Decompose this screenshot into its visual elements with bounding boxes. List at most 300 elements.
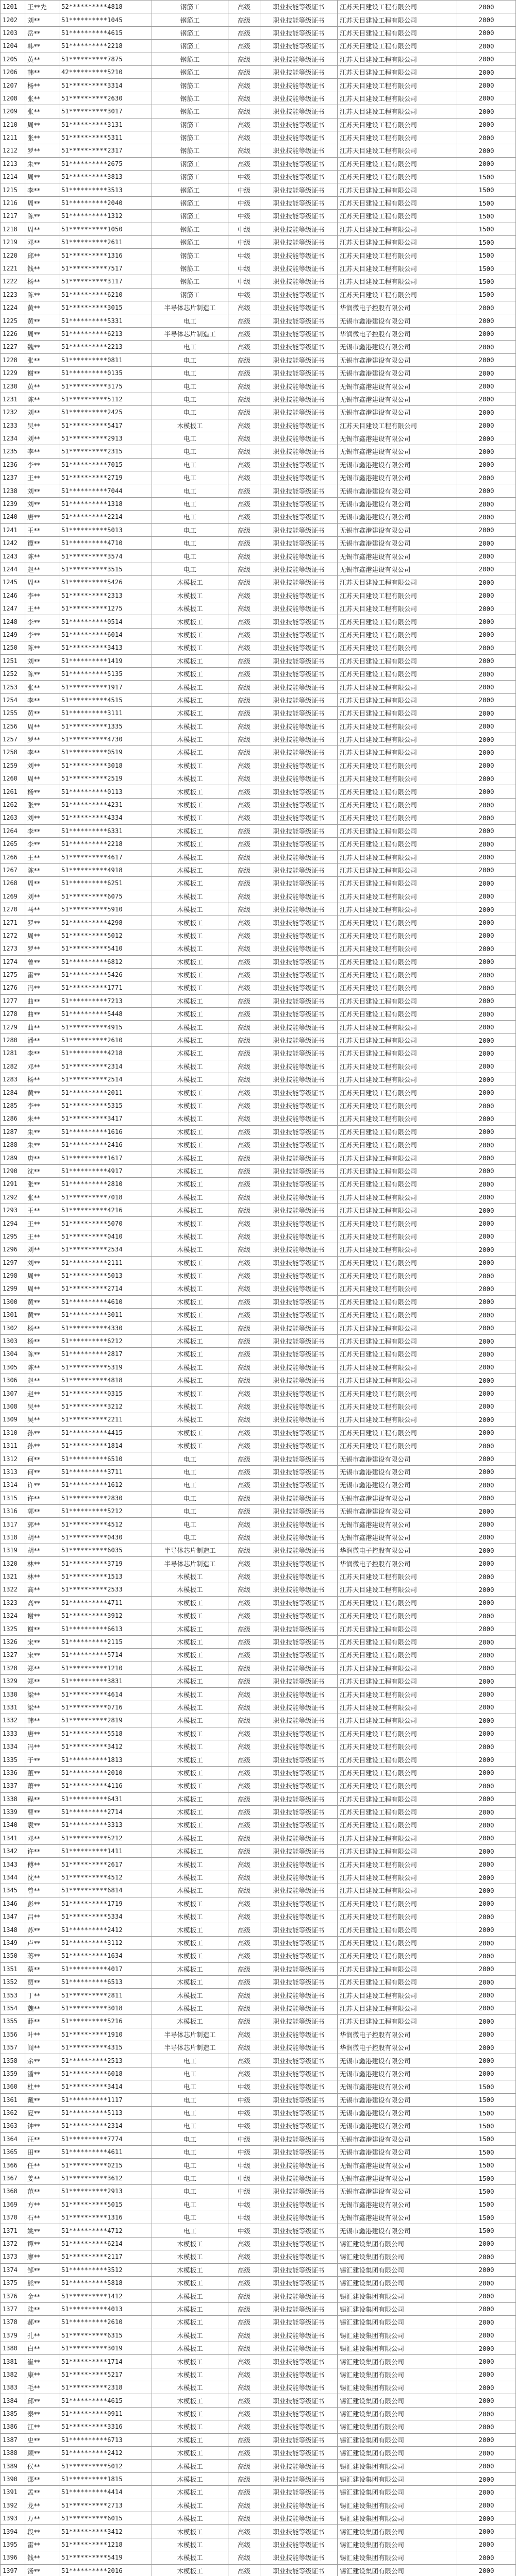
job-type-cell: 钢筋工 [152, 144, 228, 157]
name-cell: 马** [25, 903, 59, 916]
table-row [1, 1570, 516, 1583]
company-cell: 江苏天目建设工程有限公司 [338, 798, 457, 811]
certificate-type-cell: 职业技能等级证书 [260, 1649, 338, 1662]
certificate-type-cell: 职业技能等级证书 [260, 2512, 338, 2525]
serial-number-cell: 1383 [1, 2381, 25, 2394]
company-cell: 锡汇建设集团有限公司 [338, 2551, 457, 2564]
certificate-type-cell: 职业技能等级证书 [260, 471, 338, 484]
table-row [1, 1021, 516, 1033]
name-cell: 黄** [25, 707, 59, 720]
job-type-cell: 电工 [152, 523, 228, 536]
id-number-cell: 51**********5910 [59, 903, 152, 916]
company-cell: 华润微电子控股有限公司 [338, 1557, 457, 1570]
level-cell: 中级 [228, 2159, 260, 2172]
certificate-type-cell: 职业技能等级证书 [260, 2120, 338, 2132]
amount-cell: 2000 [457, 903, 516, 916]
certificate-type-cell: 职业技能等级证书 [260, 1295, 338, 1308]
amount-cell: 2000 [457, 1557, 516, 1570]
company-cell: 江苏天目建设工程有限公司 [338, 183, 457, 196]
name-cell: 何** [25, 1452, 59, 1465]
certificate-type-cell: 职业技能等级证书 [260, 1936, 338, 1949]
amount-cell: 2000 [457, 2355, 516, 2368]
amount-cell: 2000 [457, 2302, 516, 2315]
certificate-type-cell: 职业技能等级证书 [260, 118, 338, 131]
name-cell: 张** [25, 353, 59, 366]
certificate-type-cell: 职业技能等级证书 [260, 942, 338, 955]
table-row [1, 576, 516, 589]
certificate-type-cell: 职业技能等级证书 [260, 2146, 338, 2159]
id-number-cell: 51**********0514 [59, 615, 152, 628]
id-number-cell: 51**********1813 [59, 1753, 152, 1766]
level-cell: 高级 [228, 772, 260, 785]
serial-number-cell: 1346 [1, 1897, 25, 1910]
company-cell: 无锡市鑫港建设有限公司 [338, 1479, 457, 1492]
certificate-type-cell: 职业技能等级证书 [260, 171, 338, 183]
serial-number-cell: 1353 [1, 1989, 25, 2002]
company-cell: 江苏天目建设工程有限公司 [338, 275, 457, 288]
serial-number-cell: 1349 [1, 1936, 25, 1949]
certificate-type-cell: 职业技能等级证书 [260, 2355, 338, 2368]
company-cell: 江苏天目建设工程有限公司 [338, 1230, 457, 1243]
serial-number-cell: 1365 [1, 2146, 25, 2159]
amount-cell: 2000 [457, 1753, 516, 1766]
amount-cell: 1500 [457, 2198, 516, 2211]
id-number-cell: 51**********2714 [59, 1282, 152, 1295]
amount-cell: 2000 [457, 1374, 516, 1387]
level-cell: 高级 [228, 1191, 260, 1204]
table-row [1, 1295, 516, 1308]
job-type-cell: 木模板工 [152, 1832, 228, 1844]
table-row [1, 1309, 516, 1321]
company-cell: 江苏天目建设工程有限公司 [338, 2015, 457, 2028]
amount-cell: 2000 [457, 1086, 516, 1099]
job-type-cell: 木模板工 [152, 1989, 228, 2002]
company-cell: 江苏天目建设工程有限公司 [338, 236, 457, 249]
certificate-type-cell: 职业技能等级证书 [260, 851, 338, 863]
certificate-type-cell: 职业技能等级证书 [260, 183, 338, 196]
amount-cell: 2000 [457, 105, 516, 118]
level-cell: 高级 [228, 1217, 260, 1230]
certificate-type-cell: 职业技能等级证书 [260, 1832, 338, 1844]
id-number-cell: 51**********5135 [59, 667, 152, 680]
amount-cell: 2000 [457, 1204, 516, 1216]
serial-number-cell: 1263 [1, 811, 25, 824]
certificate-type-cell: 职业技能等级证书 [260, 53, 338, 65]
name-cell: 唐** [25, 1727, 59, 1740]
id-number-cell: 51**********1617 [59, 1151, 152, 1164]
table-row [1, 1164, 516, 1177]
company-cell: 江苏天目建设工程有限公司 [338, 1138, 457, 1151]
job-type-cell: 电工 [152, 2054, 228, 2067]
id-number-cell: 51**********5212 [59, 1832, 152, 1844]
company-cell: 江苏天目建设工程有限公司 [338, 1021, 457, 1033]
company-cell: 无锡市鑫港建设有限公司 [338, 2120, 457, 2132]
company-cell: 锡汇建设集团有限公司 [338, 2290, 457, 2302]
job-type-cell: 木模板工 [152, 838, 228, 851]
certificate-type-cell: 职业技能等级证书 [260, 1348, 338, 1361]
certificate-type-cell: 职业技能等级证书 [260, 511, 338, 523]
id-number-cell: 51**********4614 [59, 1688, 152, 1701]
name-cell: 赵** [25, 563, 59, 575]
level-cell: 高级 [228, 2381, 260, 2394]
name-cell: 邵** [25, 2472, 59, 2485]
id-number-cell: 51**********6713 [59, 2433, 152, 2446]
table-row [1, 537, 516, 550]
amount-cell: 2000 [457, 1832, 516, 1844]
name-cell: 梁** [25, 1701, 59, 1714]
level-cell: 高级 [228, 2263, 260, 2276]
serial-number-cell: 1358 [1, 2054, 25, 2067]
certificate-type-cell: 职业技能等级证书 [260, 2499, 338, 2512]
level-cell: 高级 [228, 929, 260, 942]
serial-number-cell: 1311 [1, 1439, 25, 1452]
company-cell: 江苏天目建设工程有限公司 [338, 288, 457, 301]
table-row [1, 1151, 516, 1164]
amount-cell: 2000 [457, 641, 516, 654]
id-number-cell: 51**********2519 [59, 772, 152, 785]
serial-number-cell: 1313 [1, 1465, 25, 1478]
name-cell: 陈** [25, 1348, 59, 1361]
name-cell: 王** [25, 1204, 59, 1216]
name-cell: 赵** [25, 1374, 59, 1387]
id-number-cell: 51**********5012 [59, 929, 152, 942]
table-row [1, 628, 516, 641]
serial-number-cell: 1331 [1, 1701, 25, 1714]
name-cell: 刘** [25, 1256, 59, 1269]
company-cell: 江苏天目建设工程有限公司 [338, 1243, 457, 1256]
table-row [1, 890, 516, 903]
serial-number-cell: 1214 [1, 171, 25, 183]
serial-number-cell: 1287 [1, 1125, 25, 1138]
job-type-cell: 电工 [152, 2080, 228, 2093]
id-number-cell: 51**********0911 [59, 2407, 152, 2420]
level-cell: 高级 [228, 2028, 260, 2041]
amount-cell: 2000 [457, 131, 516, 144]
id-number-cell: 51**********1117 [59, 2093, 152, 2106]
company-cell: 江苏天目建设工程有限公司 [338, 1060, 457, 1073]
certificate-type-cell: 职业技能等级证书 [260, 1780, 338, 1792]
id-number-cell: 51**********0113 [59, 785, 152, 798]
amount-cell: 2000 [457, 576, 516, 589]
amount-cell: 2000 [457, 1164, 516, 1177]
table-row [1, 65, 516, 78]
certificate-type-cell: 职业技能等级证书 [260, 2447, 338, 2460]
amount-cell: 2000 [457, 1792, 516, 1805]
level-cell: 高级 [228, 2302, 260, 2315]
amount-cell: 2000 [457, 1138, 516, 1151]
certificate-type-cell: 职业技能等级证书 [260, 1033, 338, 1046]
company-cell: 江苏天目建设工程有限公司 [338, 772, 457, 785]
table-row [1, 1361, 516, 1374]
id-number-cell: 51**********5216 [59, 2015, 152, 2028]
name-cell: 李** [25, 1099, 59, 1112]
table-row [1, 863, 516, 876]
company-cell: 江苏天目建设工程有限公司 [338, 1387, 457, 1400]
company-cell: 江苏天目建设工程有限公司 [338, 746, 457, 759]
id-number-cell: 51**********5217 [59, 2368, 152, 2381]
name-cell: 周** [25, 772, 59, 785]
name-cell: 刘** [25, 406, 59, 419]
serial-number-cell: 1246 [1, 589, 25, 602]
table-row [1, 2054, 516, 2067]
serial-number-cell: 1395 [1, 2538, 25, 2551]
certificate-type-cell: 职业技能等级证书 [260, 419, 338, 432]
serial-number-cell: 1289 [1, 1151, 25, 1164]
serial-number-cell: 1275 [1, 968, 25, 981]
serial-number-cell: 1351 [1, 1962, 25, 1975]
amount-cell: 2000 [457, 432, 516, 445]
serial-number-cell: 1350 [1, 1950, 25, 1962]
job-type-cell: 木模板工 [152, 1975, 228, 1988]
job-type-cell: 木模板工 [152, 1701, 228, 1714]
table-row [1, 798, 516, 811]
serial-number-cell: 1205 [1, 53, 25, 65]
certificate-type-cell: 职业技能等级证书 [260, 1400, 338, 1413]
table-row [1, 1753, 516, 1766]
level-cell: 高级 [228, 968, 260, 981]
job-type-cell: 木模板工 [152, 916, 228, 929]
id-number-cell: 51**********1335 [59, 720, 152, 733]
amount-cell: 2000 [457, 1151, 516, 1164]
level-cell: 高级 [228, 393, 260, 405]
id-number-cell: 51**********5426 [59, 576, 152, 589]
job-type-cell: 木模板工 [152, 1269, 228, 1282]
table-row [1, 1805, 516, 1818]
company-cell: 江苏天目建设工程有限公司 [338, 1923, 457, 1936]
company-cell: 江苏天目建设工程有限公司 [338, 1910, 457, 1923]
job-type-cell: 木模板工 [152, 628, 228, 641]
amount-cell: 2000 [457, 301, 516, 314]
level-cell: 高级 [228, 2316, 260, 2329]
job-type-cell: 木模板工 [152, 929, 228, 942]
name-cell: 郑** [25, 1675, 59, 1688]
table-row [1, 2381, 516, 2394]
amount-cell: 1500 [457, 210, 516, 223]
table-row [1, 654, 516, 667]
id-number-cell: 51**********1814 [59, 1439, 152, 1452]
id-number-cell: 51**********5013 [59, 1269, 152, 1282]
company-cell: 无锡市鑫港建设有限公司 [338, 497, 457, 510]
table-row [1, 1217, 516, 1230]
id-number-cell: 51**********2617 [59, 1858, 152, 1871]
amount-cell: 2000 [457, 1858, 516, 1871]
amount-cell: 2000 [457, 746, 516, 759]
name-cell: 孔** [25, 2329, 59, 2342]
table-row [1, 2564, 516, 2576]
job-type-cell: 木模板工 [152, 1282, 228, 1295]
company-cell: 江苏天目建设工程有限公司 [338, 1086, 457, 1099]
serial-number-cell: 1370 [1, 2211, 25, 2224]
certificate-type-cell: 职业技能等级证书 [260, 2433, 338, 2446]
id-number-cell: 51**********4298 [59, 916, 152, 929]
company-cell: 江苏天目建设工程有限公司 [338, 196, 457, 209]
id-number-cell: 51**********4615 [59, 2394, 152, 2407]
id-number-cell: 51**********5818 [59, 2276, 152, 2289]
table-row [1, 1204, 516, 1216]
amount-cell: 2000 [457, 589, 516, 602]
serial-number-cell: 1357 [1, 2041, 25, 2054]
id-number-cell: 51**********3417 [59, 1112, 152, 1125]
id-number-cell: 51**********6214 [59, 2237, 152, 2250]
serial-number-cell: 1222 [1, 275, 25, 288]
amount-cell: 1500 [457, 236, 516, 249]
amount-cell: 2000 [457, 2237, 516, 2250]
name-cell: 杨** [25, 785, 59, 798]
serial-number-cell: 1265 [1, 838, 25, 851]
company-cell: 锡汇建设集团有限公司 [338, 2316, 457, 2329]
id-number-cell: 51**********3719 [59, 1557, 152, 1570]
amount-cell: 1500 [457, 2185, 516, 2198]
company-cell: 无锡市鑫港建设有限公司 [338, 550, 457, 563]
job-type-cell: 木模板工 [152, 589, 228, 602]
amount-cell: 2000 [457, 733, 516, 745]
amount-cell: 2000 [457, 497, 516, 510]
certificate-type-cell: 职业技能等级证书 [260, 1635, 338, 1648]
amount-cell: 2000 [457, 1740, 516, 1753]
certificate-type-cell: 职业技能等级证书 [260, 366, 338, 379]
amount-cell: 1500 [457, 196, 516, 209]
company-cell: 江苏天目建设工程有限公司 [338, 13, 457, 26]
amount-cell: 2000 [457, 2472, 516, 2485]
id-number-cell: 51**********1218 [59, 2538, 152, 2551]
id-number-cell: 51**********3515 [59, 563, 152, 575]
serial-number-cell: 1291 [1, 1178, 25, 1191]
name-cell: 王** [25, 1230, 59, 1243]
table-row [1, 2368, 516, 2381]
job-type-cell: 木模板工 [152, 1086, 228, 1099]
job-type-cell: 木模板工 [152, 1217, 228, 1230]
table-row [1, 445, 516, 458]
serial-number-cell: 1373 [1, 2250, 25, 2263]
level-cell: 高级 [228, 2551, 260, 2564]
level-cell: 高级 [228, 1635, 260, 1648]
company-cell: 锡汇建设集团有限公司 [338, 2342, 457, 2354]
certificate-type-cell: 职业技能等级证书 [260, 1387, 338, 1400]
id-number-cell: 51**********1316 [59, 2211, 152, 2224]
job-type-cell: 木模板工 [152, 654, 228, 667]
company-cell: 江苏天目建设工程有限公司 [338, 1374, 457, 1387]
table-row [1, 2302, 516, 2315]
table-row [1, 2028, 516, 2041]
job-type-cell: 木模板工 [152, 1923, 228, 1936]
job-type-cell: 电工 [152, 353, 228, 366]
serial-number-cell: 1366 [1, 2159, 25, 2172]
level-cell: 高级 [228, 1753, 260, 1766]
amount-cell: 2000 [457, 79, 516, 92]
table-row [1, 393, 516, 405]
certificate-type-cell: 职业技能等级证书 [260, 2368, 338, 2381]
id-number-cell: 51**********3314 [59, 79, 152, 92]
amount-cell: 2000 [457, 1191, 516, 1204]
name-cell: 朱** [25, 1112, 59, 1125]
serial-number-cell: 1368 [1, 2185, 25, 2198]
table-row [1, 183, 516, 196]
id-number-cell: 51**********2111 [59, 1256, 152, 1269]
serial-number-cell: 1261 [1, 785, 25, 798]
certificate-type-cell: 职业技能等级证书 [260, 916, 338, 929]
serial-number-cell: 1303 [1, 1334, 25, 1347]
table-row [1, 2120, 516, 2132]
level-cell: 高级 [228, 1858, 260, 1871]
certificate-type-cell: 职业技能等级证书 [260, 2420, 338, 2433]
table-row [1, 1191, 516, 1204]
name-cell: 胡** [25, 1531, 59, 1544]
amount-cell: 2000 [457, 26, 516, 39]
certificate-type-cell: 职业技能等级证书 [260, 380, 338, 393]
id-number-cell: 51**********0215 [59, 2159, 152, 2172]
id-number-cell: 51**********3017 [59, 105, 152, 118]
name-cell: 段** [25, 2525, 59, 2538]
amount-cell: 2000 [457, 1492, 516, 1504]
level-cell: 高级 [228, 798, 260, 811]
job-type-cell: 木模板工 [152, 1950, 228, 1962]
name-cell: 陈** [25, 550, 59, 563]
company-cell: 锡汇建设集团有限公司 [338, 2302, 457, 2315]
id-number-cell: 51**********3117 [59, 275, 152, 288]
job-type-cell: 电工 [152, 445, 228, 458]
company-cell: 无锡市鑫港建设有限公司 [338, 393, 457, 405]
name-cell: 孙** [25, 1426, 59, 1439]
table-row [1, 1884, 516, 1897]
level-cell: 高级 [228, 903, 260, 916]
company-cell: 江苏天目建设工程有限公司 [338, 1688, 457, 1701]
company-cell: 江苏天目建设工程有限公司 [338, 105, 457, 118]
table-row [1, 746, 516, 759]
id-number-cell: 51**********3018 [59, 2002, 152, 2014]
serial-number-cell: 1389 [1, 2460, 25, 2472]
level-cell: 高级 [228, 1413, 260, 1426]
certificate-type-cell: 职业技能等级证书 [260, 681, 338, 693]
company-cell: 华润微电子控股有限公司 [338, 2041, 457, 2054]
company-cell: 无锡市鑫港建设有限公司 [338, 2132, 457, 2145]
company-cell: 江苏天目建设工程有限公司 [338, 40, 457, 53]
job-type-cell: 木模板工 [152, 903, 228, 916]
level-cell: 高级 [228, 2525, 260, 2538]
certificate-type-cell: 职业技能等级证书 [260, 1950, 338, 1962]
job-type-cell: 电工 [152, 511, 228, 523]
table-row [1, 1975, 516, 1988]
id-number-cell: 51**********4915 [59, 1021, 152, 1033]
name-cell: 赵** [25, 1387, 59, 1400]
id-number-cell: 51**********3131 [59, 118, 152, 131]
company-cell: 锡汇建设集团有限公司 [338, 2394, 457, 2407]
amount-cell: 2000 [457, 458, 516, 471]
name-cell: 唐** [25, 511, 59, 523]
certificate-type-cell: 职业技能等级证书 [260, 327, 338, 340]
table-row [1, 1518, 516, 1531]
company-cell: 无锡市鑫港建设有限公司 [338, 445, 457, 458]
certificate-type-cell: 职业技能等级证书 [260, 249, 338, 262]
level-cell: 高级 [228, 314, 260, 327]
amount-cell: 2000 [457, 602, 516, 615]
level-cell: 高级 [228, 366, 260, 379]
job-type-cell: 电工 [152, 393, 228, 405]
job-type-cell: 木模板工 [152, 1871, 228, 1884]
amount-cell: 2000 [457, 681, 516, 693]
name-cell: 王** [25, 1217, 59, 1230]
amount-cell: 2000 [457, 1230, 516, 1243]
amount-cell: 2000 [457, 994, 516, 1007]
amount-cell: 2000 [457, 1845, 516, 1858]
name-cell: 蒋** [25, 1950, 59, 1962]
certificate-type-cell: 职业技能等级证书 [260, 1361, 338, 1374]
certificate-type-cell: 职业技能等级证书 [260, 2185, 338, 2198]
certificate-type-cell: 职业技能等级证书 [260, 1819, 338, 1832]
name-cell: 李** [25, 693, 59, 706]
id-number-cell: 51**********4013 [59, 2302, 152, 2315]
amount-cell: 2000 [457, 942, 516, 955]
serial-number-cell: 1212 [1, 144, 25, 157]
